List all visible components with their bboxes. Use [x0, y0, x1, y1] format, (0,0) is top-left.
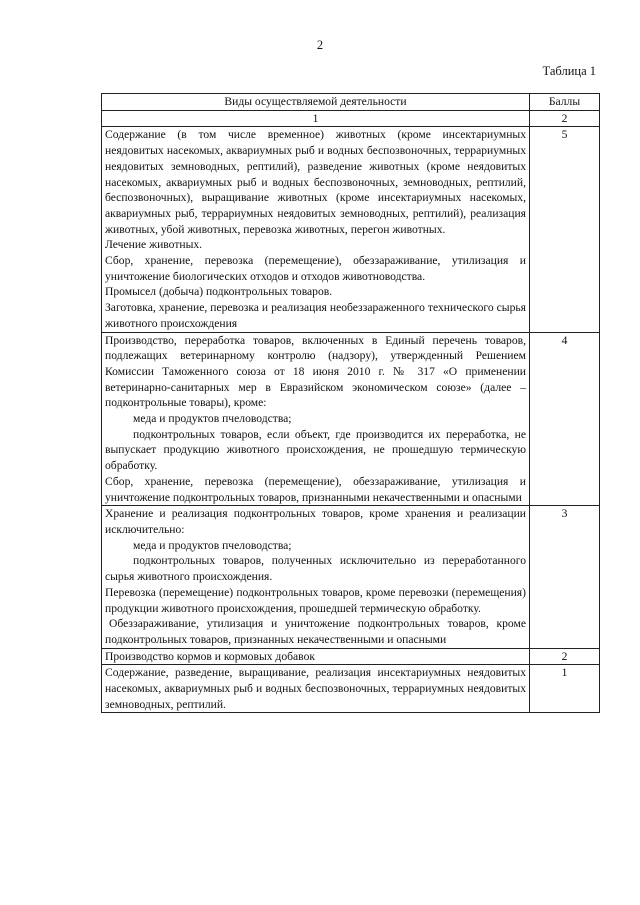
activity-description — [102, 665, 530, 713]
activity-description — [102, 648, 530, 665]
activity-paragraph: Сбор, хранение, перевозка (перемещение), обеззараживание, утилизация и уничтожение подконтрольных товаров, признанными некачественными и опасными — [105, 474, 526, 504]
activity-paragraph: подконтрольных товаров, полученных исключительно из переработанного сырья животного происхождения. — [105, 554, 526, 584]
activity-paragraph: Заготовка, хранение, перевозка и реализация необеззараженного технического сырья животного происхождения — [105, 301, 526, 330]
numbering-col2: 2 — [530, 110, 600, 127]
activity-paragraph: Промысел (добыча) подконтрольных товаров. — [105, 285, 333, 299]
numbering-col1: 1 — [102, 110, 530, 127]
score-value: 5 — [530, 127, 600, 332]
page-number: 2 — [316, 38, 324, 52]
table-row — [102, 127, 600, 332]
activity-description — [102, 506, 530, 648]
table-row — [102, 332, 600, 506]
score-value: 4 — [530, 332, 600, 506]
table-caption: Таблица 1 — [542, 64, 596, 78]
header-activity: Виды осуществляемой деятельности — [102, 94, 530, 111]
score-value: 3 — [530, 506, 600, 648]
activity-paragraph: Перевозка (перемещение) подконтрольных товаров, кроме перевозки (перемещения) продукции животного происхождения, прошедшей термическую обработку. — [105, 585, 526, 615]
activity-description — [102, 332, 530, 506]
activity-paragraph: Содержание, разведение, выращивание, реализация инсектариумных неядовитых насекомых, аквариумных рыб и водных беспозвоночных, террариумных неядовитых земноводных, рептилий. — [105, 666, 526, 711]
activity-paragraph: Сбор, хранение, перевозка (перемещение), обеззараживание, утилизация и уничтожение биологических отходов и отходов животноводства. — [105, 254, 526, 283]
score-value: 1 — [530, 665, 600, 713]
activity-description — [102, 127, 530, 332]
table-numbering-row — [102, 110, 600, 127]
table-row — [102, 665, 600, 713]
activity-paragraph: Обеззараживание, утилизация и уничтожение подконтрольных товаров, кроме подконтрольных товаров, признанных некачественными и опасными — [105, 617, 526, 646]
table-row — [102, 506, 600, 648]
activity-paragraph: Лечение животных. — [105, 238, 203, 252]
table-header-row — [102, 94, 600, 111]
activity-paragraph: Содержание (в том числе временное) животных (кроме инсектариумных неядовитых насекомых, аквариумных рыб и водных беспозвоночных, террариумных неядовитых земноводных, рептилий), разведение животных (кроме неядовитых насекомых, аквариумных рыб и водных беспозвоночных, земноводных, рептилий, беспозвоночных), выращивание животных (кроме инсектариумных насекомых, аквариумных рыб, террариумных неядовитых земноводных, рептилий), реализация животных, убой животных, перевозка животных, перегон животных. — [105, 128, 526, 236]
activity-paragraph: Производство кормов и кормовых добавок — [105, 649, 315, 663]
activity-paragraph: подконтрольных товаров, если объект, где производится их переработка, не выпускает продукцию животного происхождения, не прошедшую термическую обработку. — [105, 427, 526, 473]
activity-scores-table — [101, 93, 600, 713]
activity-paragraph: Производство, переработка товаров, включенных в Единый перечень товаров, подлежащих ветеринарному контролю (надзору), утвержденный Решением Комиссии Таможенного союза от 18 июня 2010 г. № 317 «О применении ветеринарно-санитарных мер в Евразийском экономическом союзе» (далее – подконтрольные товары), кроме: — [105, 333, 526, 410]
activity-paragraph: меда и продуктов пчеловодства; — [133, 412, 292, 426]
header-score: Баллы — [530, 94, 600, 111]
activity-paragraph: Хранение и реализация подконтрольных товаров, кроме хранения и реализации исключительно: — [105, 507, 526, 536]
table-row — [102, 648, 600, 665]
activity-paragraph: меда и продуктов пчеловодства; — [133, 538, 292, 552]
score-value: 2 — [530, 648, 600, 665]
